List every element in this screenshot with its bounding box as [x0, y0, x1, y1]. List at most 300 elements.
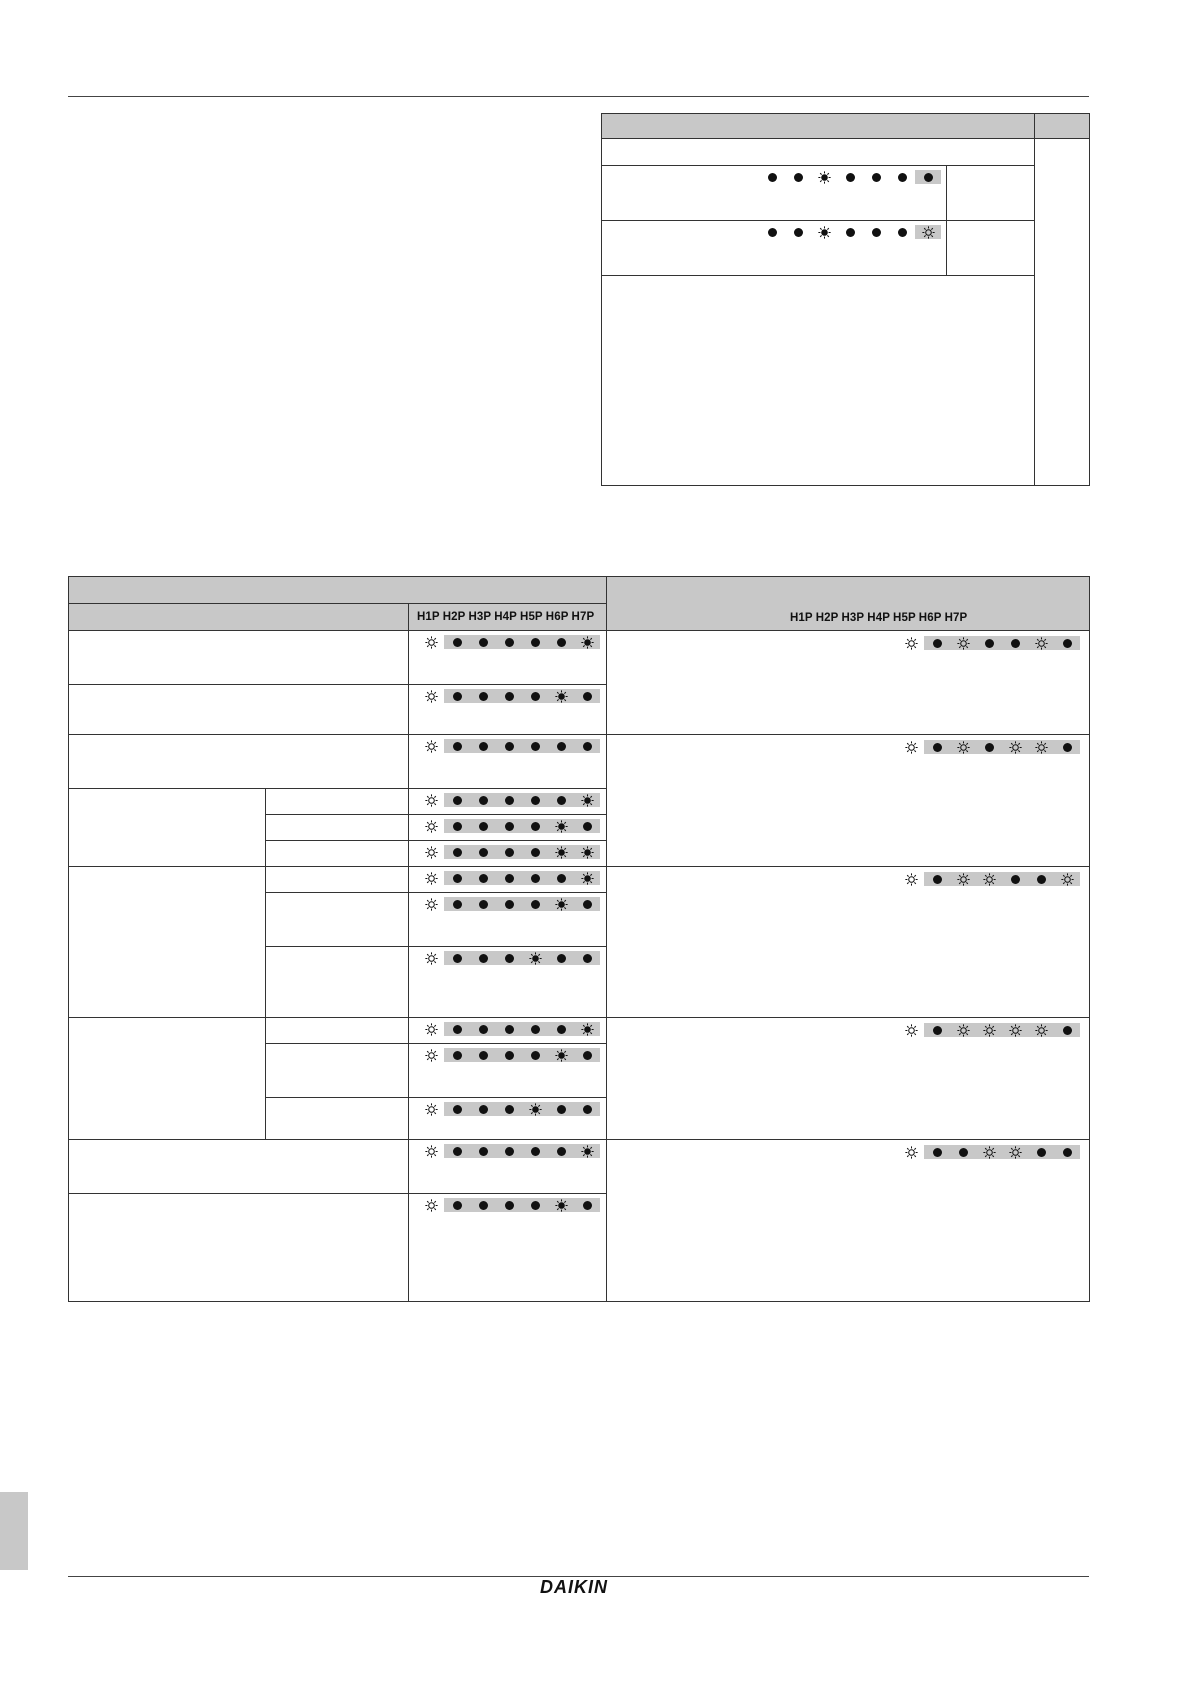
led-off-icon — [898, 173, 907, 182]
led-2-off — [444, 1102, 470, 1116]
table-row-sublabel — [266, 841, 409, 867]
led-off-icon — [479, 1147, 488, 1156]
top-table-note-cell — [602, 276, 1035, 486]
led-off-icon — [531, 822, 540, 831]
right-led-cell — [607, 1140, 1090, 1302]
led-off-icon — [1063, 1026, 1072, 1035]
led-on-icon — [555, 820, 568, 833]
led-off-icon — [557, 1105, 566, 1114]
right-led-cell — [607, 867, 1090, 1018]
led-2-off — [444, 819, 470, 833]
led-6-on — [548, 1048, 574, 1062]
led-off-icon — [479, 1105, 488, 1114]
led-7-off — [574, 951, 600, 965]
led-blink-icon — [1035, 1024, 1048, 1037]
top-status-table — [601, 113, 1090, 486]
led-off-icon — [1037, 1148, 1046, 1157]
led-off-icon — [479, 900, 488, 909]
led-4-off — [496, 1102, 522, 1116]
top-table-side-cell — [1035, 139, 1090, 486]
led-4-off — [976, 636, 1002, 650]
led-strip — [418, 1022, 600, 1036]
led-off-icon — [479, 1025, 488, 1034]
led-cell — [409, 735, 607, 789]
led-3-on — [811, 225, 837, 239]
led-4-off — [496, 897, 522, 911]
led-off-icon — [933, 743, 942, 752]
led-6-off — [548, 1022, 574, 1036]
led-strip — [418, 845, 600, 859]
led-cell — [409, 867, 607, 893]
led-strip — [898, 636, 1080, 650]
led-off-icon — [583, 900, 592, 909]
led-2-off — [924, 1145, 950, 1159]
table-row-label — [69, 685, 409, 735]
led-off-icon — [1063, 639, 1072, 648]
led-off-icon — [933, 875, 942, 884]
led-7-off — [574, 897, 600, 911]
led-3-off — [470, 871, 496, 885]
led-6-off — [889, 170, 915, 184]
led-off-icon — [479, 638, 488, 647]
led-cell — [409, 1044, 607, 1098]
led-1-off — [759, 170, 785, 184]
led-blink-icon — [425, 952, 438, 965]
led-strip — [759, 170, 941, 184]
led-blink-icon — [1009, 1024, 1022, 1037]
led-5-on — [522, 1102, 548, 1116]
led-off-icon — [794, 228, 803, 237]
led-blink-icon — [983, 1024, 996, 1037]
led-off-icon — [453, 742, 462, 751]
table-row-sublabel — [266, 1098, 409, 1140]
led-4-off — [837, 225, 863, 239]
led-7-off — [574, 1102, 600, 1116]
led-1-blink — [418, 845, 444, 859]
led-6-off — [548, 739, 574, 753]
led-off-icon — [985, 639, 994, 648]
main-table-header-right — [607, 577, 1090, 631]
table-row-sublabel — [266, 815, 409, 841]
led-7-off — [574, 1198, 600, 1212]
led-off-icon — [557, 742, 566, 751]
led-off-icon — [479, 1201, 488, 1210]
led-2-off — [444, 897, 470, 911]
led-5-off — [522, 819, 548, 833]
table-row-sublabel — [266, 947, 409, 1018]
led-on-icon — [581, 846, 594, 859]
led-off-icon — [453, 638, 462, 647]
led-7-off — [1054, 636, 1080, 650]
table-row-label — [69, 1018, 266, 1140]
led-3-off — [470, 845, 496, 859]
led-2-off — [444, 739, 470, 753]
led-off-icon — [505, 1147, 514, 1156]
led-6-off — [548, 635, 574, 649]
led-blink-icon — [1035, 637, 1048, 650]
led-3-off — [470, 793, 496, 807]
led-2-off — [444, 793, 470, 807]
led-4-off — [496, 951, 522, 965]
led-blink-icon — [425, 1049, 438, 1062]
led-cell — [409, 1140, 607, 1194]
top-table-header — [602, 114, 1035, 139]
led-7-on — [574, 845, 600, 859]
led-blink-icon — [1009, 741, 1022, 754]
led-4-blink — [976, 1145, 1002, 1159]
main-table-subheader — [69, 604, 409, 631]
top-table-header-side — [1035, 114, 1090, 139]
led-7-on — [574, 1022, 600, 1036]
led-on-icon — [529, 952, 542, 965]
led-off-icon — [531, 1025, 540, 1034]
led-off-icon — [768, 228, 777, 237]
led-4-off — [837, 170, 863, 184]
led-off-icon — [846, 228, 855, 237]
led-5-off — [522, 1048, 548, 1062]
led-5-off — [863, 225, 889, 239]
led-off-icon — [479, 796, 488, 805]
table-row-sublabel — [266, 1018, 409, 1044]
led-off-icon — [557, 1147, 566, 1156]
led-strip — [418, 739, 600, 753]
led-strip — [898, 872, 1080, 886]
led-blink-icon — [957, 741, 970, 754]
led-5-off — [522, 845, 548, 859]
led-on-icon — [818, 171, 831, 184]
led-off-icon — [531, 900, 540, 909]
led-2-off — [924, 636, 950, 650]
led-6-on — [548, 819, 574, 833]
led-strip — [898, 1145, 1080, 1159]
led-3-off — [470, 1102, 496, 1116]
led-off-icon — [479, 848, 488, 857]
led-blink-icon — [425, 846, 438, 859]
led-3-off — [470, 635, 496, 649]
led-blink-icon — [1009, 1146, 1022, 1159]
led-3-off — [470, 951, 496, 965]
led-2-off — [924, 740, 950, 754]
led-off-icon — [453, 848, 462, 857]
led-strip — [418, 871, 600, 885]
led-off-icon — [505, 1051, 514, 1060]
led-2-off — [444, 1198, 470, 1212]
led-4-off — [496, 793, 522, 807]
led-4-off — [496, 739, 522, 753]
led-strip — [418, 689, 600, 703]
led-blink-icon — [905, 1146, 918, 1159]
led-labels-left: H1P H2P H3P H4P H5P H6P H7P — [417, 611, 595, 623]
led-off-icon — [794, 173, 803, 182]
led-off-icon — [583, 1105, 592, 1114]
led-1-blink — [898, 636, 924, 650]
led-strip — [418, 897, 600, 911]
led-off-icon — [505, 692, 514, 701]
led-5-blink — [1002, 1145, 1028, 1159]
led-off-icon — [505, 638, 514, 647]
led-1-blink — [418, 635, 444, 649]
led-1-blink — [898, 1023, 924, 1037]
led-1-blink — [418, 1048, 444, 1062]
led-4-off — [496, 871, 522, 885]
led-on-icon — [581, 1145, 594, 1158]
led-4-off — [496, 819, 522, 833]
table-row-label — [69, 735, 409, 789]
led-6-blink — [1028, 1023, 1054, 1037]
led-strip — [898, 1023, 1080, 1037]
led-off-icon — [505, 848, 514, 857]
led-off-icon — [505, 874, 514, 883]
led-on-icon — [581, 636, 594, 649]
led-1-blink — [418, 1144, 444, 1158]
led-on-icon — [581, 1023, 594, 1036]
led-off-icon — [583, 1051, 592, 1060]
led-7-off — [1054, 1145, 1080, 1159]
top-table-led-cell — [602, 166, 947, 221]
led-2-off — [444, 871, 470, 885]
led-strip — [418, 793, 600, 807]
led-blink-icon — [425, 740, 438, 753]
led-5-off — [522, 1022, 548, 1036]
led-off-icon — [505, 1201, 514, 1210]
led-3-blink — [950, 636, 976, 650]
led-blink-icon — [425, 1103, 438, 1116]
led-5-blink — [1002, 740, 1028, 754]
led-1-blink — [898, 872, 924, 886]
led-off-icon — [557, 796, 566, 805]
top-table-value-cell — [947, 166, 1035, 221]
led-3-off — [470, 1198, 496, 1212]
led-on-icon — [529, 1103, 542, 1116]
led-off-icon — [479, 1051, 488, 1060]
header-rule — [68, 96, 1089, 97]
led-5-off — [522, 1198, 548, 1212]
led-strip — [759, 225, 941, 239]
led-4-off — [496, 689, 522, 703]
led-off-icon — [531, 1201, 540, 1210]
led-off-icon — [453, 1147, 462, 1156]
led-7-off — [1054, 740, 1080, 754]
led-blink-icon — [1035, 741, 1048, 754]
led-7-off — [574, 739, 600, 753]
led-2-off — [444, 951, 470, 965]
main-table-header-left — [69, 577, 607, 604]
led-2-off — [444, 1048, 470, 1062]
table-row-label — [69, 867, 266, 1018]
led-1-blink — [418, 819, 444, 833]
led-off-icon — [872, 228, 881, 237]
led-off-icon — [453, 874, 462, 883]
led-off-icon — [531, 1147, 540, 1156]
led-off-icon — [1063, 743, 1072, 752]
led-off-icon — [933, 1026, 942, 1035]
led-off-icon — [531, 1051, 540, 1060]
led-2-off — [444, 689, 470, 703]
led-blink-icon — [922, 226, 935, 239]
table-row-sublabel — [266, 867, 409, 893]
led-blink-icon — [957, 873, 970, 886]
led-7-off — [915, 170, 941, 184]
led-5-off — [1002, 872, 1028, 886]
top-table-value-cell — [947, 221, 1035, 276]
led-1-blink — [898, 740, 924, 754]
led-5-off — [522, 793, 548, 807]
led-3-blink — [950, 1023, 976, 1037]
main-led-table — [68, 576, 1090, 1302]
led-7-on — [574, 793, 600, 807]
led-7-blink — [915, 225, 941, 239]
led-3-blink — [950, 740, 976, 754]
top-table-led-cell — [602, 221, 947, 276]
led-off-icon — [768, 173, 777, 182]
led-2-off — [444, 1144, 470, 1158]
led-5-blink — [1002, 1023, 1028, 1037]
led-off-icon — [453, 1051, 462, 1060]
led-1-blink — [418, 1102, 444, 1116]
led-off-icon — [1011, 639, 1020, 648]
led-off-icon — [505, 1025, 514, 1034]
led-2-off — [444, 845, 470, 859]
led-6-off — [1028, 872, 1054, 886]
led-7-off — [574, 689, 600, 703]
led-off-icon — [1037, 875, 1046, 884]
led-strip — [898, 740, 1080, 754]
led-6-off — [548, 951, 574, 965]
led-blink-icon — [425, 636, 438, 649]
top-table-row — [602, 139, 1035, 166]
led-6-off — [548, 793, 574, 807]
led-2-off — [444, 635, 470, 649]
led-cell — [409, 947, 607, 1018]
led-7-blink — [1054, 872, 1080, 886]
led-off-icon — [924, 173, 933, 182]
led-off-icon — [453, 796, 462, 805]
led-off-icon — [1011, 875, 1020, 884]
table-row-sublabel — [266, 789, 409, 815]
led-2-off — [785, 170, 811, 184]
led-off-icon — [531, 638, 540, 647]
led-2-off — [924, 1023, 950, 1037]
led-6-off — [548, 871, 574, 885]
led-6-off — [889, 225, 915, 239]
led-1-blink — [418, 689, 444, 703]
led-7-on — [574, 635, 600, 649]
led-on-icon — [581, 872, 594, 885]
led-cell — [409, 631, 607, 685]
led-on-icon — [555, 690, 568, 703]
led-6-blink — [1028, 636, 1054, 650]
led-blink-icon — [425, 1199, 438, 1212]
table-row-label — [69, 1140, 409, 1194]
led-3-off — [470, 897, 496, 911]
led-1-off — [759, 225, 785, 239]
led-1-blink — [418, 1198, 444, 1212]
led-off-icon — [531, 796, 540, 805]
led-6-off — [548, 1102, 574, 1116]
led-blink-icon — [425, 1145, 438, 1158]
right-led-cell — [607, 1018, 1090, 1140]
led-4-off — [496, 845, 522, 859]
led-cell — [409, 789, 607, 815]
led-2-off — [444, 1022, 470, 1036]
led-off-icon — [583, 954, 592, 963]
led-6-off — [1028, 1145, 1054, 1159]
led-on-icon — [581, 794, 594, 807]
led-strip — [418, 1048, 600, 1062]
led-6-on — [548, 845, 574, 859]
led-blink-icon — [425, 872, 438, 885]
led-5-off — [522, 1144, 548, 1158]
led-cell — [409, 893, 607, 947]
led-3-off — [470, 1022, 496, 1036]
led-off-icon — [505, 1105, 514, 1114]
led-5-on — [522, 951, 548, 965]
led-6-blink — [1028, 740, 1054, 754]
led-off-icon — [583, 692, 592, 701]
led-7-off — [574, 1048, 600, 1062]
led-off-icon — [557, 638, 566, 647]
led-off-icon — [531, 874, 540, 883]
led-off-icon — [505, 900, 514, 909]
right-led-cell — [607, 735, 1090, 867]
led-off-icon — [453, 1201, 462, 1210]
led-7-on — [574, 1144, 600, 1158]
led-5-off — [522, 739, 548, 753]
led-5-off — [522, 871, 548, 885]
led-off-icon — [479, 822, 488, 831]
led-off-icon — [557, 1025, 566, 1034]
led-off-icon — [453, 1025, 462, 1034]
led-off-icon — [453, 954, 462, 963]
led-off-icon — [505, 796, 514, 805]
led-4-blink — [976, 1023, 1002, 1037]
led-blink-icon — [957, 1024, 970, 1037]
led-off-icon — [898, 228, 907, 237]
led-off-icon — [846, 173, 855, 182]
led-3-blink — [950, 872, 976, 886]
led-off-icon — [505, 954, 514, 963]
main-table-subheader-leds — [409, 604, 607, 631]
led-4-off — [496, 1144, 522, 1158]
led-blink-icon — [425, 820, 438, 833]
table-row-label — [69, 631, 409, 685]
led-off-icon — [453, 1105, 462, 1114]
led-on-icon — [818, 226, 831, 239]
led-off-icon — [531, 848, 540, 857]
led-off-icon — [985, 743, 994, 752]
led-blink-icon — [905, 1024, 918, 1037]
led-on-icon — [555, 1199, 568, 1212]
led-off-icon — [453, 900, 462, 909]
led-off-icon — [583, 742, 592, 751]
led-off-icon — [933, 1148, 942, 1157]
led-blink-icon — [425, 1023, 438, 1036]
led-3-on — [811, 170, 837, 184]
led-blink-icon — [905, 637, 918, 650]
led-5-off — [522, 635, 548, 649]
led-on-icon — [555, 846, 568, 859]
led-off-icon — [531, 692, 540, 701]
led-3-off — [470, 739, 496, 753]
led-off-icon — [505, 822, 514, 831]
led-off-icon — [479, 742, 488, 751]
led-blink-icon — [905, 873, 918, 886]
led-off-icon — [557, 874, 566, 883]
led-blink-icon — [983, 1146, 996, 1159]
led-5-off — [522, 689, 548, 703]
led-7-on — [574, 871, 600, 885]
led-off-icon — [479, 874, 488, 883]
